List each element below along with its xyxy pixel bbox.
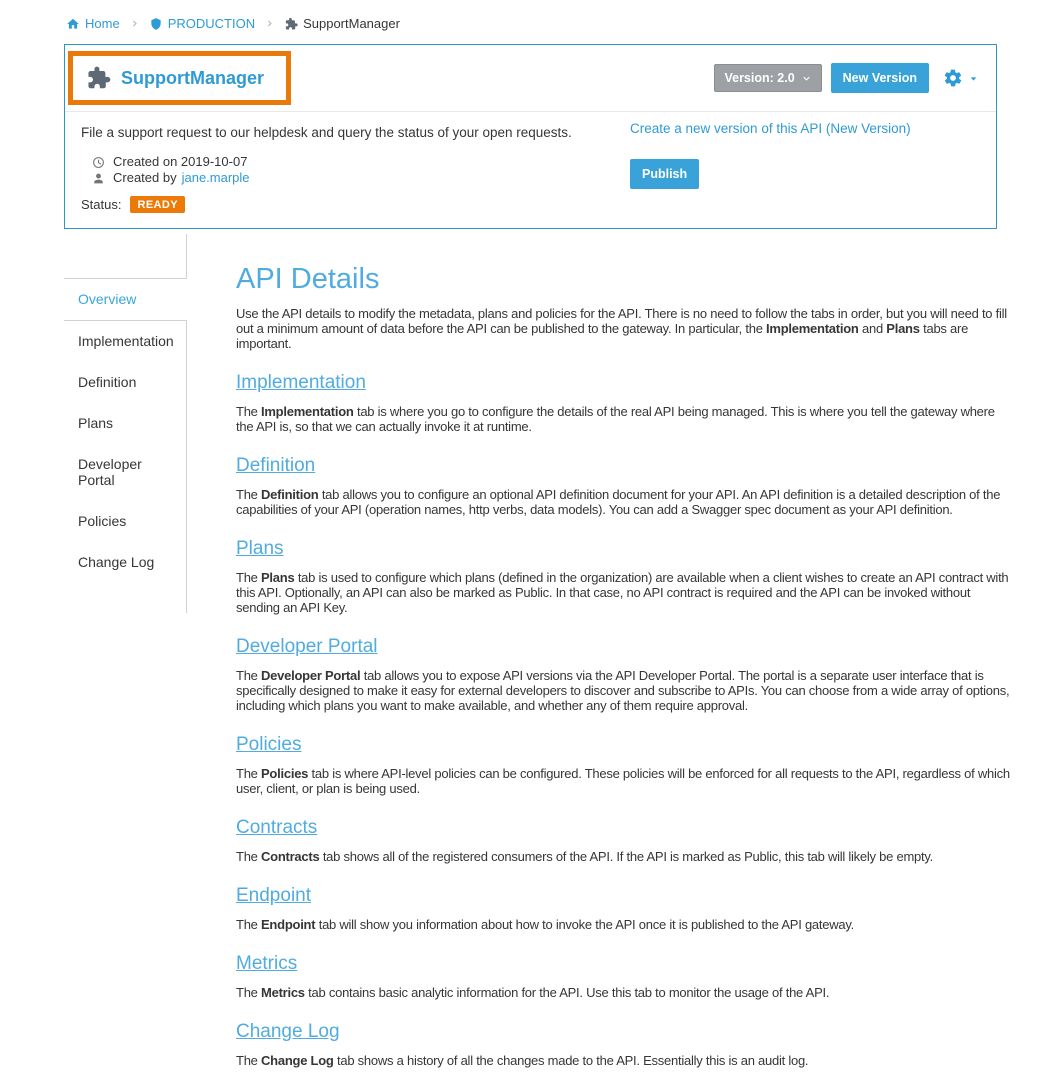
chevron-right-icon	[265, 19, 274, 28]
section-heading-change-log[interactable]: Change Log	[236, 1021, 340, 1042]
sidebar-tabs	[64, 234, 187, 613]
sidebar-item-implementation[interactable]: Implementation	[78, 333, 174, 349]
section-heading-developer-portal[interactable]: Developer Portal	[236, 636, 378, 657]
puzzle-icon	[85, 65, 111, 91]
breadcrumb-current-label: SupportManager	[303, 16, 400, 31]
publish-button[interactable]: Publish	[630, 159, 699, 189]
created-on-text: Created on 2019-10-07	[113, 154, 248, 169]
breadcrumb-organization-label: PRODUCTION	[167, 16, 256, 31]
page-title: API Details	[236, 263, 380, 295]
header-actions	[630, 120, 911, 189]
section-paragraph-developer-portal: The Developer Portal tab allows you to expose API versions via the API Developer Portal. The portal is a separate user interface that is specifically designed to make it easy for external developers to discover and subscribe to APIs. You can choose from a wide array of options, including which plans you want to make available, and whether any of them require approval.	[236, 668, 1010, 713]
section-heading-contracts[interactable]: Contracts	[236, 817, 318, 838]
puzzle-icon	[284, 17, 298, 31]
breadcrumb-current-api	[284, 16, 400, 31]
sidebar-item-definition[interactable]: Definition	[78, 374, 137, 390]
section-paragraph-contracts: The Contracts tab shows all of the registered consumers of the API. If the API is marked as Public, this tab will likely be empty.	[236, 849, 934, 864]
api-description: File a support request to our helpdesk and query the status of your open requests.	[81, 125, 572, 140]
section-heading-implementation[interactable]: Implementation	[236, 372, 366, 393]
intro-paragraph: Use the API details to modify the metadata, plans and policies for the API. There is no need to follow the tabs in order, but you will need to fill out a minimum amount of data before the API can be published to the gateway. In particular, the Implementation and Plans tabs are important.	[236, 306, 1007, 351]
sidebar-item-plans[interactable]: Plans	[78, 415, 114, 431]
api-header-card	[64, 44, 997, 229]
gear-icon	[943, 68, 963, 88]
section-paragraph-definition: The Definition tab allows you to configure an optional API definition document for your API. An API definition is a detailed description of the capabilities of your API (operation names, http verbs, data models). You can add a Swagger spec document as your API definition.	[236, 487, 1001, 517]
api-title: SupportManager	[121, 67, 265, 88]
header-controls	[714, 63, 980, 93]
section-heading-plans[interactable]: Plans	[236, 538, 284, 559]
sidebar-item-developer-portal[interactable]: Developer Portal	[78, 456, 142, 488]
sidebar-item-policies[interactable]: Policies	[78, 513, 127, 529]
create-new-version-link[interactable]: Create a new version of this API (New Version)	[630, 121, 911, 136]
section-heading-policies[interactable]: Policies	[236, 734, 302, 755]
version-dropdown-label: Version: 2.0	[724, 71, 795, 85]
chevron-right-icon	[130, 19, 139, 28]
home-icon	[66, 17, 80, 31]
breadcrumb-home-label: Home	[85, 16, 120, 31]
sidebar-item-change-log[interactable]: Change Log	[78, 554, 155, 570]
chevron-down-icon	[801, 73, 812, 84]
section-paragraph-implementation: The Implementation tab is where you go to configure the details of the real API being managed. This is where you tell the gateway where the API is, so that we can actually invoke it at runtime.	[236, 404, 995, 434]
section-paragraph-plans: The Plans tab is used to configure which plans (defined in the organization) are available when a client wishes to create an API contract with this API. Optionally, an API can also be marked as Public. In that case, no API contract is required and the API can be invoked without sending an API Key.	[236, 570, 1009, 615]
annotation-highlight-box	[68, 51, 291, 105]
shield-icon	[149, 17, 163, 31]
user-icon	[92, 172, 105, 185]
section-paragraph-policies: The Policies tab is where API-level policies can be configured. These policies will be enforced for all requests to the API, regardless of which user, client, or plan is being used.	[236, 766, 1010, 796]
settings-dropdown[interactable]	[943, 68, 980, 88]
clock-icon	[92, 156, 105, 169]
content-region	[64, 234, 1010, 1089]
sidebar-item-overview[interactable]: Overview	[64, 278, 187, 321]
caret-down-icon	[967, 72, 980, 85]
section-paragraph-change-log: The Change Log tab shows a history of all the changes made to the API. Essentially this is an audit log.	[236, 1053, 809, 1068]
section-heading-definition[interactable]: Definition	[236, 455, 316, 476]
new-version-button[interactable]: New Version	[831, 63, 929, 93]
main-content	[236, 234, 1010, 1089]
created-by-user-link[interactable]: jane.marple	[181, 170, 250, 185]
api-header-body	[65, 112, 996, 213]
section-paragraph-endpoint: The Endpoint tab will show you information about how to invoke the API once it is published to the API gateway.	[236, 917, 855, 932]
status-row	[81, 196, 980, 213]
created-by-label: Created by	[113, 170, 177, 185]
status-label: Status:	[81, 197, 122, 212]
breadcrumb-home[interactable]	[66, 16, 120, 31]
section-heading-metrics[interactable]: Metrics	[236, 953, 298, 974]
api-header-title-row	[65, 45, 996, 112]
section-paragraph-metrics: The Metrics tab contains basic analytic information for the API. Use this tab to monitor the usage of the API.	[236, 985, 830, 1000]
section-heading-endpoint[interactable]: Endpoint	[236, 885, 312, 906]
status-badge: READY	[130, 196, 185, 213]
version-dropdown[interactable]	[714, 64, 821, 92]
breadcrumb-organization[interactable]	[149, 16, 255, 31]
breadcrumb	[66, 16, 400, 31]
